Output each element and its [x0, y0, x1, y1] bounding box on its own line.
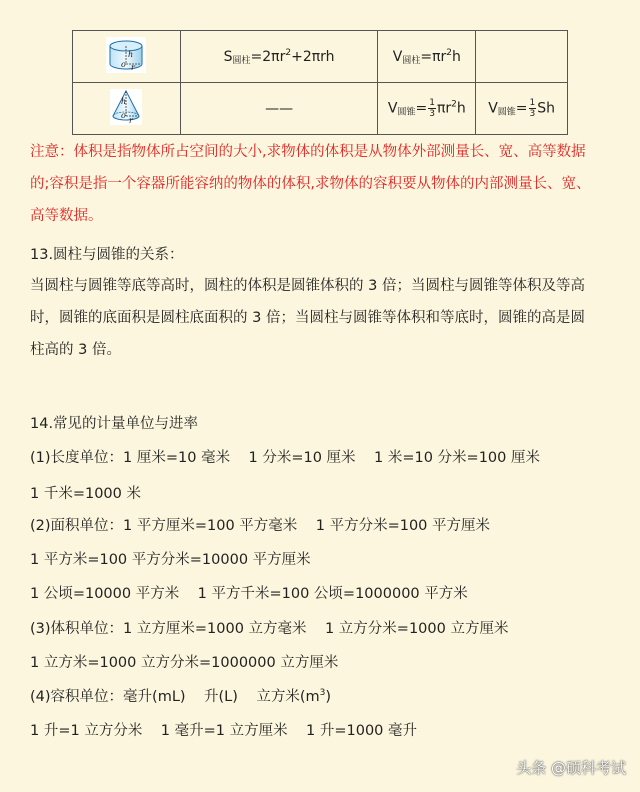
table-row-cylinder [73, 31, 568, 83]
note-line-1: 注意：体积是指物体所占空间的大小,求物体的体积是从物体外部测量长、宽、高等数据 [30, 144, 586, 160]
v-subscript: 圆锥 [397, 107, 416, 118]
v-symbol: V [392, 48, 403, 65]
section-13-title: 13.圆柱与圆锥的关系： [30, 247, 184, 263]
watermark: 头条 @硕科考试 [516, 759, 626, 777]
section-13-line-2: 时，圆锥的底面积是圆柱底面积的 3 倍；当圆柱与圆锥等体积和等底时，圆锥的高是圆 [30, 310, 585, 326]
s-formula-part2: +2πrh [291, 48, 335, 65]
equals-sign: = [515, 100, 528, 117]
cone-icon [104, 89, 148, 125]
area-units-line-1: (2)面积单位：1 平方厘米=100 平方毫米 1 平方分米=100 平方厘米 [30, 518, 491, 534]
cubic-exponent: 3 [319, 688, 326, 698]
fraction-one-third [428, 98, 436, 119]
length-units-line-1: (1)长度单位：1 厘米=10 毫米 1 分米=10 厘米 1 米=10 分米=100 厘米 [30, 450, 540, 466]
table-row-cone [73, 83, 568, 135]
capacity-units-line-1 [30, 685, 331, 706]
s-symbol: S [223, 48, 233, 65]
cylinder-o-label: o [121, 59, 127, 69]
area-units-line-2: 1 平方米=100 平方分米=10000 平方厘米 [30, 552, 311, 568]
cylinder-r-label: r [131, 62, 136, 72]
empty-cell [476, 31, 568, 83]
note-paragraph [30, 136, 616, 232]
fraction-denominator: 3 [429, 109, 435, 119]
v-formula-part2: h [456, 100, 466, 117]
v-formula-part2: h [452, 48, 461, 65]
v-subscript: 圆锥 [497, 107, 516, 118]
cone-r-label: r [129, 115, 134, 125]
closing-paren: ) [325, 689, 332, 705]
cone-cell [73, 83, 181, 135]
section-13-line-3: 柱高的 3 倍。 [30, 342, 121, 358]
capacity-units-line-2: 1 升=1 立方分米 1 毫升=1 立方厘米 1 升=1000 毫升 [30, 723, 418, 739]
fraction-numerator: 1 [529, 98, 536, 108]
cone-volume-formula-s [476, 83, 568, 135]
s-formula-part1: =2πr [250, 48, 286, 65]
v-formula-part1: πr [436, 100, 452, 117]
cylinder-volume-formula [378, 31, 476, 83]
cone-volume-formula-r [378, 83, 476, 135]
cylinder-surface-formula [180, 31, 378, 83]
v-formula-exponent: 2 [446, 47, 452, 58]
section-13-line-1: 当圆柱与圆锥等底等高时，圆柱的体积是圆锥体积的 3 倍；当圆柱与圆锥等体积及等高 [30, 278, 585, 294]
v-formula-exponent: 2 [451, 99, 457, 110]
s-formula-exponent: 2 [285, 47, 292, 58]
section-13-body [30, 270, 614, 366]
equals-sign: = [415, 100, 428, 117]
fraction-numerator: 1 [429, 98, 435, 108]
cylinder-h-label: h [128, 49, 134, 59]
formula-table [72, 30, 568, 135]
s-subscript: 圆柱 [232, 55, 251, 66]
cone-surface-formula: —— [180, 83, 378, 135]
capacity-units-text: (4)容积单位：毫升(mL) 升(L) 立方米(m [30, 689, 320, 705]
volume-units-line-1: (3)体积单位：1 立方厘米=1000 立方毫米 1 立方分米=1000 立方厘米 [30, 621, 509, 637]
section-14-title: 14.常见的计量单位与进率 [30, 416, 199, 432]
fraction-denominator: 3 [529, 109, 536, 119]
cylinder-icon [104, 37, 148, 73]
v-symbol: V [387, 100, 398, 117]
fraction-one-third [529, 98, 537, 119]
note-line-3: 高等数据。 [30, 208, 103, 224]
v-symbol: V [488, 100, 498, 117]
v-subscript: 圆柱 [402, 55, 421, 66]
cone-o-label: o [121, 110, 127, 120]
volume-units-line-2: 1 立方米=1000 立方分米=1000000 立方厘米 [30, 655, 339, 671]
area-units-line-3: 1 公顷=10000 平方米 1 平方千米=100 公顷=1000000 平方米 [30, 586, 468, 602]
cylinder-cell [73, 31, 181, 83]
note-line-2: 的;容积是指一个容器所能容纳的物体的体积,求物体的容积要从物体的内部测量长、宽、 [30, 176, 591, 192]
length-units-line-2: 1 千米=1000 米 [30, 486, 141, 502]
v-formula-part1: Sh [537, 100, 556, 117]
v-formula-part1: =πr [420, 48, 447, 65]
cone-h-label: h [121, 96, 127, 106]
